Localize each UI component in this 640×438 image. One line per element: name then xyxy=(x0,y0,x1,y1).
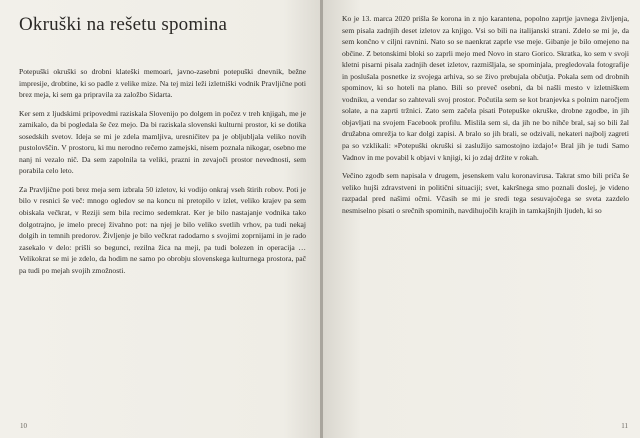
paragraph: Ko je 13. marca 2020 prišla še korona in z njo karantena, popolno zaprtje javnega življenja, sem pisala zadnjih deset izletov za knjigo. Vsi so bili na italijanski strani. Zdelo se mi je, da sem končno v ciljni ravnini. Nato so se naenkrat zaprle vse meje. Gibanje je bilo omejeno na občine. Z betonskimi bloki so zaprli mejo med Novo in staro Gorico. Skratka, ko sem v svoji kletni pisarni pisala zadnjih deset izletov, razmišljala, se spominjala, pregledovala fotografije in poslušala posnetke iz svojega arhiva, so se živo prebujala občutja. Pokala sem od drobnih spominov, ki so hoteli na plano. Bili so preveč osebni, da bi našli mesto v izletniškem vodniku, a vendar so zahtevali svoj prostor. Počutila sem se kot branjevka s polnim naročjem solate, a na zaprti tržnici. Zato sem začela pisati Potepuške okruške, drobne zgodbe, in jih objavljati na svojem Facebook profilu. Mislila sem si, da jih ne bo nihče bral, saj so bili žal družabna omrežja to kar dolgi zapisi. A bralo so jih brali, se odzivali, nekateri najbolj zagreti pa so vzklikali: »Potepuški okruški si zaslužijo samostojno izdajo!« Bral jih je tudi Samo Vadnov in me povabil k objavi v knjigi, ki jo zdaj držite v rokah. xyxy=(342,14,629,162)
paragraph: Potepuški okruški so drobni klateški memoari, javno-zasebni potepuški dnevnik, bežne impresije, drobtine, ki so padle z velike mize. Na tej mizi leži izletniški vodnik Pravljične poti brez meja, ki sem ga pripravila za založbo Sidarta. xyxy=(19,67,306,100)
right-page xyxy=(323,0,640,438)
page-number: 10 xyxy=(20,422,27,430)
page-number: 11 xyxy=(621,422,628,430)
chapter-title: Okruški na rešetu spomina xyxy=(19,14,228,35)
paragraph: Večino zgodb sem napisala v drugem, jesenskem valu koronavirusa. Takrat smo bili priča še veliko hujši zdravstveni in politični situaciji; svet, kakršnega smo poznali doslej, je videno razpadal pred našimi očmi. Včasih se mi je sredi tega sesuvajočega se sveta zazdelo nesmiselno pisati o srečnih spominih, navdihujočih krajih in tamkajšnjih ljudeh, ki so xyxy=(342,171,629,215)
left-page-body xyxy=(19,66,306,276)
paragraph: Ker sem z ljudskimi pripovedmi raziskala Slovenijo po dolgem in počez v treh knjigah, me je zamikalo, da bi pogledala še čez mejo. Da bi raziskala slovenski kulturni prostor, ki se dotika sosedskih svetov. Ideja se mi je zdela mamljiva, uresničitev pa je obljubljala veliko novih pustolovščin. V prostoru, ki mu nerodno rečemo zamejski, nisem poznala nikogar, osebno me nanj ni vezalo nič. Da sem zapolnila ta veliki, prazni in zevajoči prostor nevednosti, sem porabila celo leto. xyxy=(19,108,306,176)
right-page-body xyxy=(342,13,629,216)
paragraph: Za Pravljične poti brez meja sem izbrala 50 izletov, ki vodijo onkraj vseh štirih robov. Poti je bilo v resnici še več: mnogo ogledov se na koncu ni pretopilo v izlet, veliko krajev pa sem obiskala večkrat, v Reziji sem bila recimo sedemkrat. Ker je bilo nastajanje vodnika tako dolgotrajno, je imelo precej živahno pot: na njej je bilo veliko svetlih vrhov, pa tudi nekaj dolgih in temnih predorov. Življenje je bilo večkrat radodarno s svojimi zoprnijami in je rado zasekalo v delo: prišli so begunci, rezilna žica na meji, pa tudi bolezen in operacija … Velikokrat se mi je zdelo, da hodim ne samo po obrobju slovenskega kulturnega prostora, pač pa tudi po mejah svojih zmožnosti. xyxy=(19,184,306,275)
